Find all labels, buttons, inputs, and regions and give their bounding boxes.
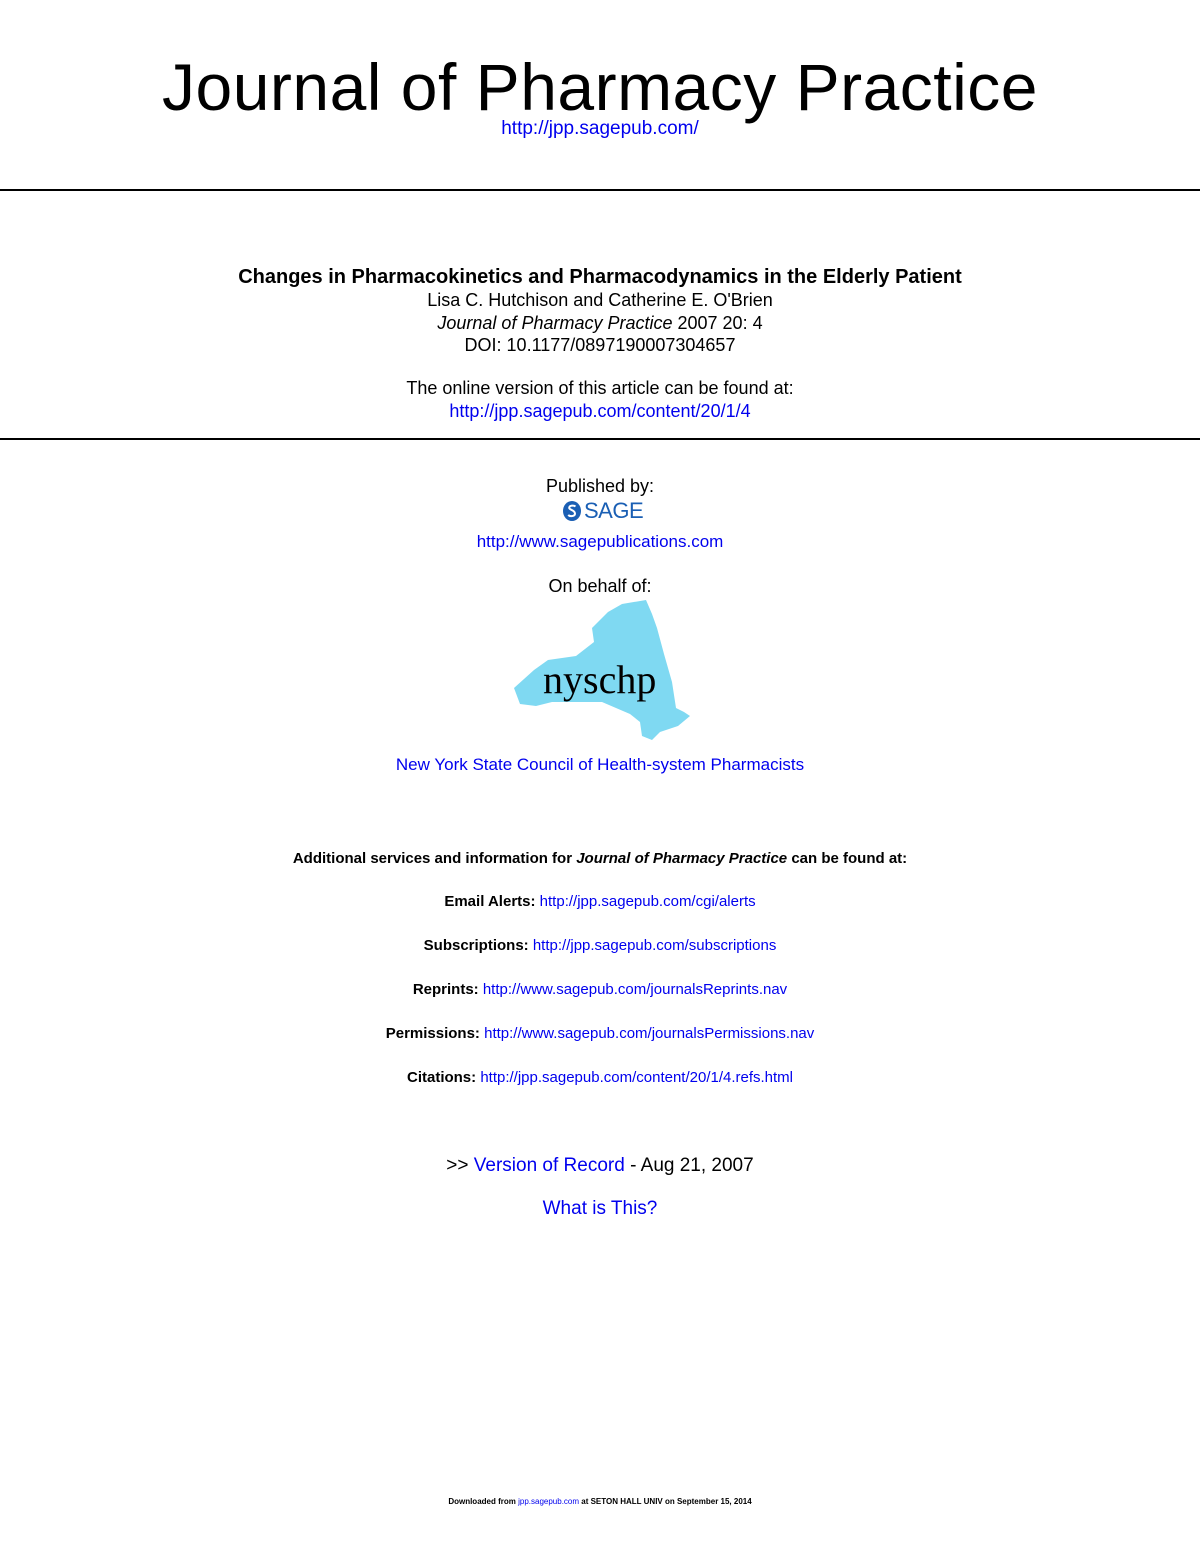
journal-url-line [0, 118, 1200, 140]
reprints-link[interactable]: http://www.sagepub.com/journalsReprints.nav [482, 981, 788, 998]
footer-prefix: Downloaded from [448, 1497, 519, 1506]
online-version-line [0, 401, 1200, 422]
sage-logo [562, 498, 643, 524]
services-heading-suffix: can be found at: [787, 850, 908, 867]
version-prefix: >> [446, 1155, 474, 1176]
service-citations [0, 1069, 1200, 1086]
subscriptions-link[interactable]: http://jpp.sagepub.com/subscriptions [532, 937, 777, 954]
version-date: - Aug 21, 2007 [624, 1155, 754, 1176]
citation-details: 2007 20: 4 [672, 313, 763, 333]
sage-url-line [0, 532, 1200, 552]
citations-link[interactable]: http://jpp.sagepub.com/content/20/1/4.refs.html [480, 1069, 794, 1086]
sage-url-link[interactable]: http://www.sagepublications.com [476, 532, 724, 551]
published-by-label: Published by: [545, 476, 655, 496]
service-permissions [0, 1025, 1200, 1042]
service-label: Subscriptions: [423, 937, 529, 954]
version-of-record-link[interactable]: Version of Record [473, 1155, 625, 1176]
article-authors: Lisa C. Hutchison and Catherine E. O'Brien [427, 290, 773, 310]
service-label: Email Alerts: [444, 893, 536, 910]
version-of-record-line [0, 1155, 1200, 1177]
services-heading-prefix: Additional services and information for [292, 850, 577, 867]
email-alerts-link[interactable]: http://jpp.sagepub.com/cgi/alerts [539, 893, 756, 910]
service-label: Reprints: [412, 981, 479, 998]
service-reprints [0, 981, 1200, 998]
permissions-link[interactable]: http://www.sagepub.com/journalsPermissions.nav [484, 1025, 815, 1042]
what-is-this-line [0, 1198, 1200, 1220]
services-heading [0, 850, 1200, 867]
header-divider [0, 189, 1200, 191]
download-footer [0, 1497, 1200, 1506]
service-label: Permissions: [385, 1025, 480, 1042]
article-divider [0, 438, 1200, 440]
service-email-alerts [0, 893, 1200, 910]
citation-journal: Journal of Pharmacy Practice [437, 313, 673, 333]
society-name-line [0, 755, 1200, 775]
journal-title: Journal of Pharmacy Practice [161, 50, 1039, 124]
sage-logo-text: SAGE [584, 498, 644, 523]
nyschp-logo [512, 598, 702, 740]
journal-url-link[interactable]: http://jpp.sagepub.com/ [501, 118, 699, 139]
service-label: Citations: [406, 1069, 477, 1086]
footer-site-link[interactable]: jpp.sagepub.com [518, 1497, 580, 1506]
sage-s-icon [562, 500, 582, 522]
article-doi: DOI: 10.1177/0897190007304657 [464, 335, 736, 355]
online-version-link[interactable]: http://jpp.sagepub.com/content/20/1/4 [449, 401, 751, 421]
online-version-text: The online version of this article can be found at: [406, 378, 794, 398]
article-citation [0, 313, 1200, 334]
nyschp-logo-text: nyschp [543, 657, 657, 702]
what-is-this-link[interactable]: What is This? [542, 1198, 658, 1219]
service-subscriptions [0, 937, 1200, 954]
society-name-link[interactable]: New York State Council of Health-system Pharmacists [395, 755, 805, 774]
on-behalf-label: On behalf of: [548, 576, 652, 596]
article-title: Changes in Pharmacokinetics and Pharmacodynamics in the Elderly Patient [238, 266, 962, 288]
services-heading-journal: Journal of Pharmacy Practice [576, 850, 788, 867]
footer-suffix: at SETON HALL UNIV on September 15, 2014 [579, 1497, 752, 1506]
